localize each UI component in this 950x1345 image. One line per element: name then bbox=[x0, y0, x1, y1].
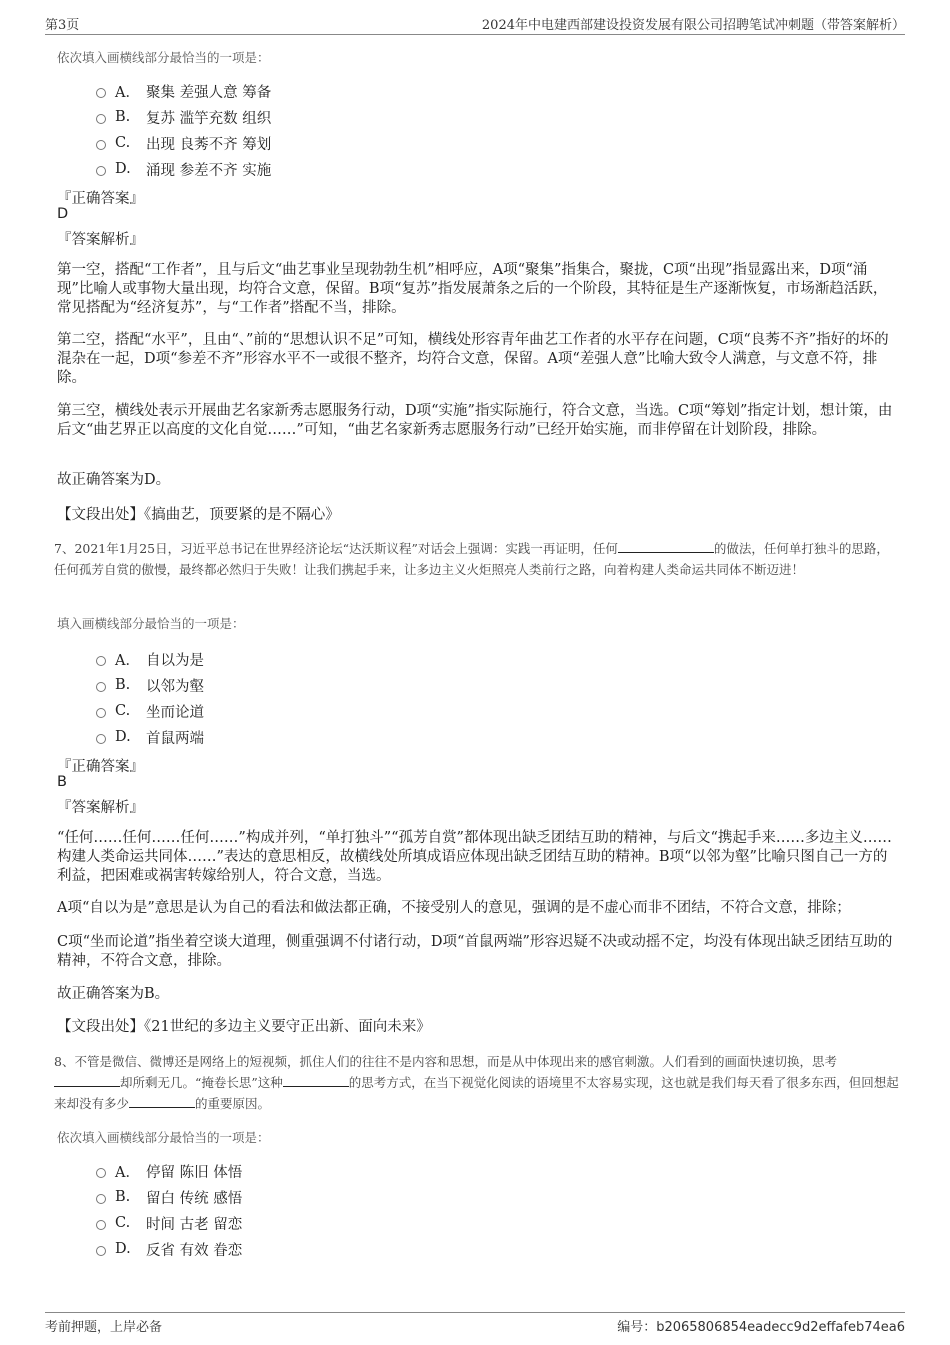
radio-icon[interactable] bbox=[96, 708, 106, 718]
q7-prompt: 填入画横线部分最恰当的一项是： bbox=[57, 616, 245, 631]
q7-option-b[interactable]: B. 以邻为壑 bbox=[96, 672, 204, 698]
q6-analysis-p1: 第一空，搭配“工作者”，且与后文“曲艺事业呈现勃勃生机”相呼应，A项“聚集”指集合，聚拢，C项“出现”指显露出来，D项“涌现”比喻人或事物大量出现，均符合文意，保留。B项“复苏”指发展萧条之后的一个阶段，其特征是生产逐渐恢复，市场渐趋活跃，常见搭配为“经济复苏”，与“工作者”搭配不当，排除。 bbox=[57, 262, 888, 316]
answer-blank bbox=[54, 1074, 120, 1087]
q7-analysis-p3: C项“坐而论道”指坐着空谈大道理，侧重强调不付诸行动，D项“首鼠两端”形容迟疑不决或动摇不定，均没有体现出缺乏团结互助的精神，不符合文意，排除。 bbox=[57, 934, 893, 969]
q7-text: 7、2021年1月25日，习近平总书记在世界经济论坛“达沃斯议程”对话会上强调：实践一再证明，任何 的做法，任何单打独斗的思路，任何孤芳自赏的傲慢，最终都必然归于失败！让我们携起手来，让多边主义火炬照亮人类前行之路，向着构建人类命运共同体不断迈进！ bbox=[54, 541, 889, 577]
q6-answer: D bbox=[57, 206, 69, 222]
q7-analysis-p1: “任何……任何……任何……”构成并列，“单打独斗”“孤芳自赏”都体现出缺乏团结互助的精神，与后文“携起手来……多边主义……构建人类命运共同体……”表达的意思相反，故横线处所填成语应体现出缺乏团结互助的精神。B项“以邻为壑”比喻只图自己一方的利益，把困难或祸害转嫁给别人，符合文意，当选。 bbox=[57, 830, 892, 884]
page-header bbox=[45, 14, 905, 35]
document-code: 编号：b2065806854eadecc9d2effafeb74ea6 bbox=[617, 1320, 905, 1335]
q6-analysis-p2: 第二空，搭配“水平”，且由“、”前的“思想认识不足”可知，横线处形容青年曲艺工作者的水平存在问题，C项“良莠不齐”指好的坏的混杂在一起，D项“参差不齐”形容水平不一或很不整齐，均符合文意，保留。A项“差强人意”比喻大致令人满意，与文意不符，排除。 bbox=[57, 332, 889, 386]
radio-icon[interactable] bbox=[96, 140, 106, 150]
footer-slogan: 考前押题，上岸必备 bbox=[45, 1320, 163, 1335]
q7-option-c[interactable]: C. 坐而论道 bbox=[96, 698, 204, 724]
q8-prompt: 依次填入画横线部分最恰当的一项是： bbox=[57, 1130, 270, 1145]
radio-icon[interactable] bbox=[96, 88, 106, 98]
answer-blank bbox=[129, 1095, 195, 1108]
radio-icon[interactable] bbox=[96, 734, 106, 744]
radio-icon[interactable] bbox=[96, 682, 106, 692]
radio-icon[interactable] bbox=[96, 1246, 106, 1256]
q7-analysis-p2: A项“自以为是”意思是认为自己的看法和做法都正确，不接受别人的意见，强调的是不虚心而非不团结，不符合文意，排除； bbox=[57, 900, 851, 916]
q7-source: 【文段出处】《21世纪的多边主义要守正出新、面向未来》 bbox=[57, 1019, 431, 1035]
q7-options bbox=[96, 646, 204, 750]
q6-analysis-conclusion: 故正确答案为D。 bbox=[57, 472, 171, 488]
q8-option-a[interactable]: A． 停留 陈旧 体悟 bbox=[96, 1158, 242, 1184]
q6-source: 【文段出处】《搞曲艺，顶要紧的是不隔心》 bbox=[57, 507, 340, 523]
q7-option-d[interactable]: D. 首鼠两端 bbox=[96, 724, 204, 750]
q7-option-a[interactable]: A． 自以为是 bbox=[96, 646, 204, 672]
q8-options bbox=[96, 1158, 242, 1262]
q6-option-b[interactable]: B. 复苏 滥竽充数 组织 bbox=[96, 104, 271, 130]
q6-option-d[interactable]: D. 涌现 参差不齐 实施 bbox=[96, 156, 271, 182]
q8-option-c[interactable]: C. 时间 古老 留恋 bbox=[96, 1210, 242, 1236]
page-footer bbox=[45, 1312, 905, 1333]
radio-icon[interactable] bbox=[96, 114, 106, 124]
q6-analysis-label: 『答案解析』 bbox=[57, 232, 144, 248]
q8-text: 8、不管是微信、微博还是网络上的短视频，抓住人们的往往不是内容和思想，而是从中体现出来的感官刺激。人们看到的画面快速切换，思考却所剩无几。“掩卷长思”这种 的思考方式，在当下视觉化阅读的语境里不太容易实现，这也就是我们每天看了很多东西，但回想起来却没有多少 的重要原因。 bbox=[54, 1054, 899, 1111]
q8-option-b[interactable]: B. 留白 传统 感悟 bbox=[96, 1184, 242, 1210]
q6-analysis-p3: 第三空，横线处表示开展曲艺名家新秀志愿服务行动，D项“实施”指实际施行，符合文意，当选。C项“筹划”指定计划，想计策，由后文“曲艺界正以高度的文化自觉……”可知，“曲艺名家新秀志愿服务行动”已经开始实施，而非停留在计划阶段，排除。 bbox=[57, 403, 893, 438]
q6-answer-label: 『正确答案』 bbox=[57, 191, 144, 207]
q7-answer-label: 『正确答案』 bbox=[57, 759, 144, 775]
page-number: 第3页 bbox=[45, 18, 80, 33]
q6-options bbox=[96, 78, 271, 182]
answer-blank bbox=[283, 1074, 349, 1087]
q7-answer: B bbox=[57, 774, 67, 790]
radio-icon[interactable] bbox=[96, 1220, 106, 1230]
q7-analysis-conclusion: 故正确答案为B。 bbox=[57, 986, 170, 1002]
answer-blank bbox=[618, 540, 714, 553]
radio-icon[interactable] bbox=[96, 166, 106, 176]
document-title: 2024年中电建西部建设投资发展有限公司招聘笔试冲刺题（带答案解析） bbox=[481, 18, 905, 33]
q6-prompt: 依次填入画横线部分最恰当的一项是： bbox=[57, 50, 270, 65]
q7-analysis-label: 『答案解析』 bbox=[57, 800, 144, 816]
radio-icon[interactable] bbox=[96, 1168, 106, 1178]
radio-icon[interactable] bbox=[96, 656, 106, 666]
q6-option-a[interactable]: A． 聚集 差强人意 筹备 bbox=[96, 78, 271, 104]
q8-option-d[interactable]: D. 反省 有效 眷恋 bbox=[96, 1236, 242, 1262]
radio-icon[interactable] bbox=[96, 1194, 106, 1204]
q6-option-c[interactable]: C. 出现 良莠不齐 筹划 bbox=[96, 130, 271, 156]
